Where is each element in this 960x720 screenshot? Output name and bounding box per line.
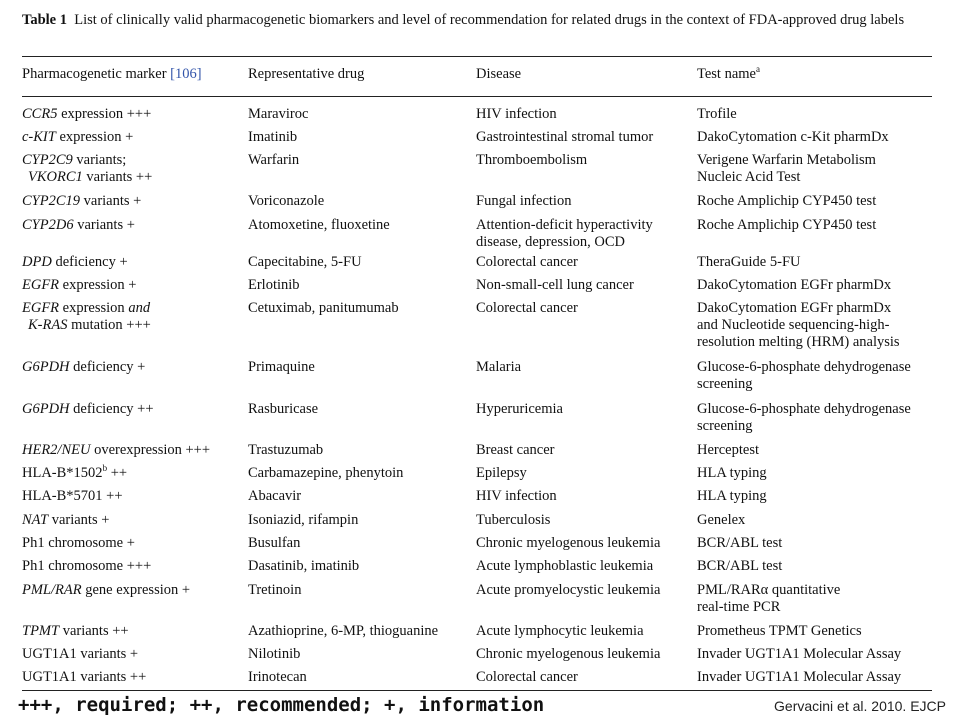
marker-part: overexpression +++ (90, 442, 211, 458)
cell-marker (22, 465, 242, 482)
marker-line (22, 129, 242, 146)
cell-marker (22, 217, 242, 234)
marker-line (22, 558, 242, 575)
cell-disease: Colorectal cancer (476, 300, 578, 316)
cell-disease: Thromboembolism (476, 152, 588, 168)
cell-drug: Busulfan (248, 535, 301, 551)
marker-part: TPMT (22, 623, 60, 639)
marker-line (22, 106, 242, 123)
marker-line (22, 401, 242, 418)
marker-part: and (128, 300, 151, 316)
cell-disease: HIV infection (476, 106, 557, 122)
marker-part: NAT (22, 512, 49, 528)
cell-disease: Chronic myelogenous leukemia (476, 535, 661, 551)
cell-drug: Rasburicase (248, 401, 319, 417)
cell-disease: Acute lymphoblastic leukemia (476, 558, 654, 574)
cell-test: Roche Amplichip CYP450 test (697, 193, 877, 209)
marker-part: UGT1A1 variants + (22, 646, 139, 662)
legend-text: +++, required; ++, recommended; +, information (18, 694, 545, 716)
marker-line (22, 217, 242, 234)
marker-line (22, 442, 242, 459)
marker-line (22, 669, 242, 686)
cell-drug: Primaquine (248, 359, 315, 375)
marker-part: variants; (72, 152, 127, 168)
marker-part: G6PDH (22, 359, 70, 375)
marker-part: deficiency + (69, 359, 146, 375)
marker-part: variants ++ (82, 169, 153, 185)
header-disease: Disease (476, 66, 522, 82)
marker-part: PML/RAR (22, 582, 82, 598)
cell-marker (22, 277, 242, 294)
cell-drug: Cetuximab, panitumumab (248, 300, 399, 316)
marker-line (22, 646, 242, 663)
cell-marker (22, 129, 242, 146)
marker-part: variants + (48, 512, 110, 528)
marker-part: CYP2C9 (22, 152, 73, 168)
header-test (697, 66, 760, 83)
header-rule (22, 96, 932, 97)
cell-test: DakoCytomation c-Kit pharmDx (697, 129, 889, 145)
marker-line (22, 152, 242, 169)
cell-disease: Tuberculosis (476, 512, 551, 528)
table-caption-text: List of clinically valid pharmacogenetic biomarkers and level of recommendation for related drugs in the context of FDA-approved drug labels (74, 12, 905, 28)
cell-drug: Abacavir (248, 488, 302, 504)
marker-line (22, 488, 242, 505)
cell-marker (22, 535, 242, 552)
header-drug: Representative drug (248, 66, 365, 82)
cell-drug: Dasatinib, imatinib (248, 558, 360, 574)
cell-test: HLA typing (697, 465, 767, 481)
top-rule (22, 56, 932, 57)
cell-disease: Breast cancer (476, 442, 555, 458)
marker-part: CCR5 (22, 106, 58, 122)
marker-part: expression +++ (57, 106, 152, 122)
marker-part: deficiency + (51, 254, 128, 270)
marker-part: HER2/NEU (22, 442, 91, 458)
header-test-text: Test name (697, 66, 756, 82)
marker-part: expression (59, 300, 129, 316)
cell-marker (22, 623, 242, 640)
cell-drug: Erlotinib (248, 277, 300, 293)
cell-disease: Colorectal cancer (476, 254, 578, 270)
cell-drug: Imatinib (248, 129, 298, 145)
marker-line (22, 465, 242, 482)
cell-test: PML/RARα quantitative real-time PCR (697, 582, 841, 615)
cell-disease: Epilepsy (476, 465, 527, 481)
marker-line (22, 582, 242, 599)
cell-test: DakoCytomation EGFr pharmDx and Nucleotide sequencing-high- resolution melting (HRM) analysis (697, 300, 900, 350)
cell-test: Roche Amplichip CYP450 test (697, 217, 877, 233)
cell-disease: Acute lymphocytic leukemia (476, 623, 644, 639)
table-label: Table 1 (22, 12, 67, 28)
cell-test: Genelex (697, 512, 746, 528)
table-caption (22, 12, 934, 29)
marker-part: CYP2D6 (22, 217, 74, 233)
cell-test: Glucose-6-phosphate dehydrogenase screening (697, 359, 911, 392)
marker-part: variants + (73, 217, 135, 233)
cell-test: BCR/ABL test (697, 558, 783, 574)
cell-drug: Trastuzumab (248, 442, 324, 458)
marker-part: c-KIT (22, 129, 56, 145)
marker-line (22, 623, 242, 640)
cell-marker (22, 106, 242, 123)
cell-disease: Colorectal cancer (476, 669, 578, 685)
marker-line (22, 300, 242, 317)
cell-test: Prometheus TPMT Genetics (697, 623, 862, 639)
cell-test: TheraGuide 5-FU (697, 254, 801, 270)
marker-part: EGFR (22, 277, 60, 293)
marker-part: ++ (107, 465, 128, 481)
cell-disease: Chronic myelogenous leukemia (476, 646, 661, 662)
marker-part: expression + (55, 129, 134, 145)
marker-line (22, 512, 242, 529)
cell-drug: Atomoxetine, fluoxetine (248, 217, 390, 233)
cell-drug: Capecitabine, 5-FU (248, 254, 362, 270)
cell-marker (22, 512, 242, 529)
marker-line (22, 169, 242, 186)
cell-marker (22, 300, 242, 334)
marker-part: HLA-B*5701 ++ (22, 488, 123, 504)
bottom-rule (22, 690, 932, 691)
cell-drug: Voriconazole (248, 193, 325, 209)
cell-marker (22, 359, 242, 376)
header-marker (22, 66, 202, 83)
marker-part: gene expression + (81, 582, 191, 598)
cell-test: DakoCytomation EGFr pharmDx (697, 277, 892, 293)
cell-test: HLA typing (697, 488, 767, 504)
cell-drug: Tretinoin (248, 582, 302, 598)
cell-disease: HIV infection (476, 488, 557, 504)
cell-marker (22, 646, 242, 663)
cell-test: BCR/ABL test (697, 535, 783, 551)
cell-drug: Irinotecan (248, 669, 307, 685)
marker-line (22, 317, 242, 334)
header-marker-text: Pharmacogenetic marker (22, 66, 171, 82)
cell-marker (22, 582, 242, 599)
cell-marker (22, 254, 242, 271)
cell-marker (22, 488, 242, 505)
cell-drug: Warfarin (248, 152, 300, 168)
cell-drug: Nilotinib (248, 646, 301, 662)
marker-part: HLA-B*1502 (22, 465, 103, 481)
marker-part: variants ++ (59, 623, 129, 639)
cell-test: Glucose-6-phosphate dehydrogenase screening (697, 401, 911, 434)
marker-part: deficiency ++ (69, 401, 154, 417)
marker-part: G6PDH (22, 401, 70, 417)
cell-marker (22, 442, 242, 459)
cell-disease: Fungal infection (476, 193, 572, 209)
marker-part: mutation +++ (67, 317, 151, 333)
cell-marker (22, 401, 242, 418)
cell-marker (22, 558, 242, 575)
marker-part: VKORC1 (28, 169, 83, 185)
marker-part: CYP2C19 (22, 193, 81, 209)
marker-part: K-RAS (28, 317, 68, 333)
marker-line (22, 254, 242, 271)
cell-drug: Azathioprine, 6-MP, thioguanine (248, 623, 439, 639)
cell-drug: Maraviroc (248, 106, 309, 122)
credit-text: Gervacini et al. 2010. EJCP (774, 698, 946, 714)
header-marker-ref[interactable]: [106] (170, 66, 202, 82)
marker-part: expression + (59, 277, 137, 293)
cell-test: Verigene Warfarin Metabolism Nucleic Acid Test (697, 152, 876, 185)
cell-drug: Carbamazepine, phenytoin (248, 465, 404, 481)
cell-test: Invader UGT1A1 Molecular Assay (697, 646, 902, 662)
cell-marker (22, 669, 242, 686)
marker-part: variants + (80, 193, 142, 209)
cell-drug: Isoniazid, rifampin (248, 512, 359, 528)
marker-part: Ph1 chromosome + (22, 535, 135, 551)
cell-disease: Malaria (476, 359, 522, 375)
cell-test: Trofile (697, 106, 737, 122)
marker-part: Ph1 chromosome +++ (22, 558, 152, 574)
cell-marker (22, 152, 242, 186)
marker-part: b (102, 463, 108, 474)
marker-line (22, 277, 242, 294)
cell-disease: Acute promyelocystic leukemia (476, 582, 661, 598)
cell-disease: Non-small-cell lung cancer (476, 277, 634, 293)
cell-test: Invader UGT1A1 Molecular Assay (697, 669, 902, 685)
marker-part: EGFR (22, 300, 60, 316)
marker-line (22, 359, 242, 376)
cell-disease: Hyperuricemia (476, 401, 563, 417)
cell-disease: Gastrointestinal stromal tumor (476, 129, 654, 145)
marker-line (22, 193, 242, 210)
marker-line (22, 535, 242, 552)
cell-test: Herceptest (697, 442, 759, 458)
header-test-footnote: a (755, 64, 760, 75)
marker-part: UGT1A1 variants ++ (22, 669, 147, 685)
marker-part: DPD (22, 254, 52, 270)
cell-marker (22, 193, 242, 210)
cell-disease: Attention-deficit hyperactivity disease, depression, OCD (476, 217, 653, 250)
